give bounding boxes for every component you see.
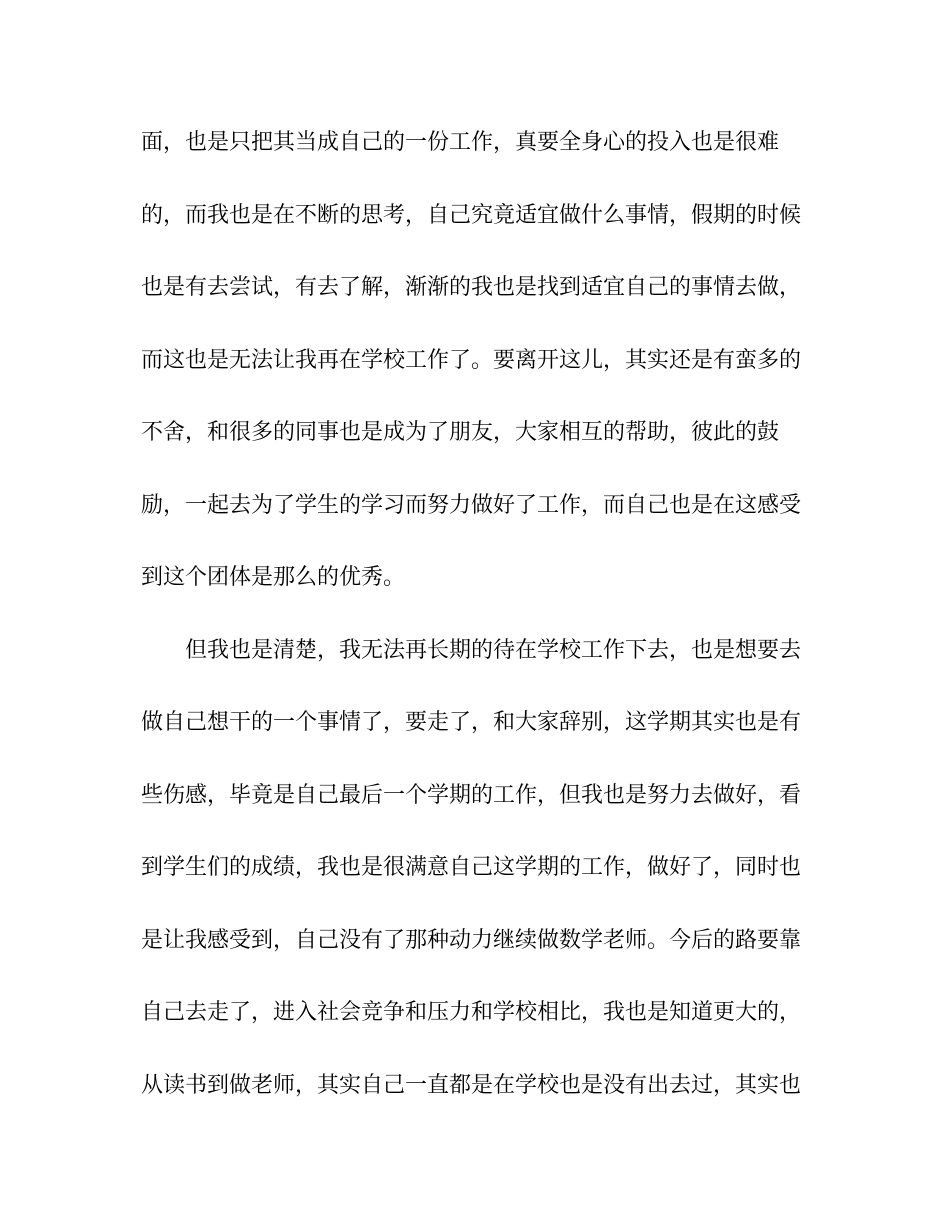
text-line: 面，也是只把其当成自己的一份工作，真要全身心的投入也是很难 (141, 130, 780, 155)
text-line: 到学生们的成绩，我也是很满意自己这学期的工作，做好了，同时也 (141, 855, 802, 880)
text-line: 从读书到做老师，其实自己一直都是在学校也是没有出去过，其实也 (141, 1073, 802, 1098)
text-line: 到这个团体是那么的优秀。 (141, 565, 406, 590)
text-line: 也是有去尝试，有去了解，渐渐的我也是找到适宜自己的事情去做， (141, 275, 802, 300)
text-line: 励，一起去为了学生的学习而努力做好了工作，而自己也是在这感受 (141, 493, 802, 518)
text-line: 的，而我也是在不断的思考，自己究竟适宜做什么事情，假期的时候 (141, 203, 802, 228)
text-line: 些伤感，毕竟是自己最后一个学期的工作，但我也是努力去做好，看 (141, 783, 802, 808)
paragraph-first-line: 但我也是清楚，我无法再长期的待在学校工作下去，也是想要去 (185, 638, 802, 663)
text-line: 是让我感受到，自己没有了那种动力继续做数学老师。今后的路要靠 (141, 928, 802, 953)
text-line: 自己去走了，进入社会竞争和压力和学校相比，我也是知道更大的， (141, 1000, 802, 1025)
text-line: 做自己想干的一个事情了，要走了，和大家辞别，这学期其实也是有 (141, 710, 802, 735)
text-line: 不舍，和很多的同事也是成为了朋友，大家相互的帮助，彼此的鼓 (141, 420, 780, 445)
text-line: 而这也是无法让我再在学校工作了。要离开这儿，其实还是有蛮多的 (141, 348, 802, 373)
